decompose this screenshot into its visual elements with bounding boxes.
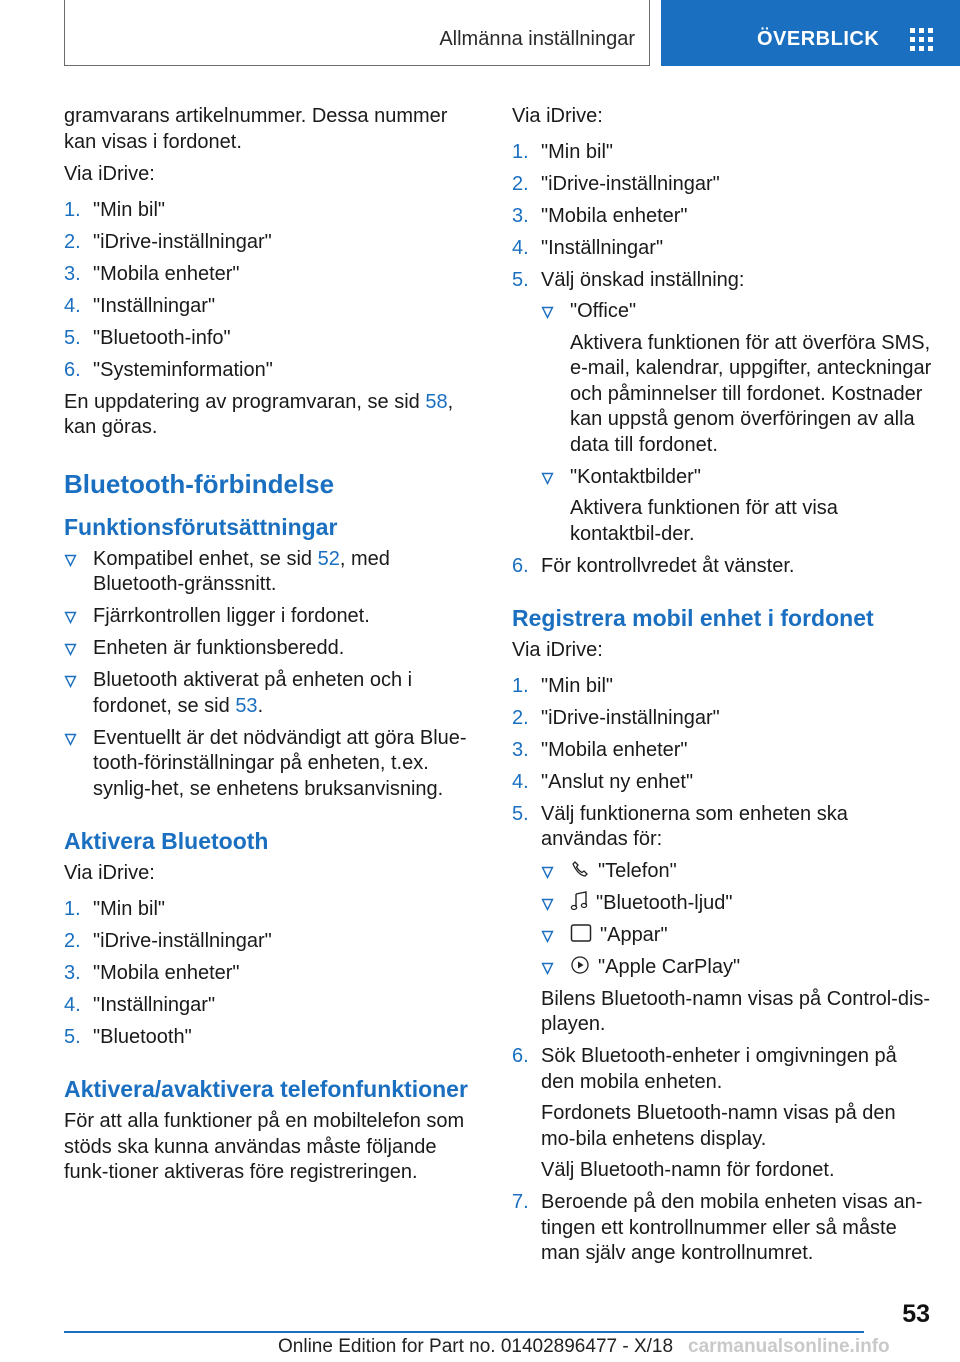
list-item: 6. "Systeminformation" [64, 358, 273, 381]
list-item: 3. "Mobila enheter" [64, 262, 240, 285]
triangle-bullet-icon [541, 930, 554, 943]
triangle-bullet-icon [64, 643, 77, 656]
list-item: 1. "Min bil" [512, 674, 613, 697]
grid-icon [910, 28, 933, 51]
list-item: 3. "Mobila enheter" [512, 204, 688, 227]
list-item: 7. Beroende på den mobila enheten visas an-tingen ett kontrollnummer eller så måste man själv ange kontrollnumret. [512, 1191, 923, 1264]
list-item: Bluetooth aktiverat på enheten och i fordonet, se sid 53. [64, 668, 484, 719]
watermark-text: carmanualsonline.info [688, 1336, 890, 1357]
list-item: 6. För kontrollvredet åt vänster. [512, 554, 795, 577]
bt-name-text: Bilens Bluetooth-namn visas på Control-dis-playen. [541, 987, 931, 1035]
list-item: 5. "Bluetooth" [64, 1025, 192, 1048]
left-column [64, 104, 484, 1193]
list-item: "Telefon" [541, 859, 932, 885]
phone-functions-text: För att alla funktioner på en mobiltelefon som stöds ska kunna användas måste följande funk-tioner aktiveras före registreringen. [64, 1110, 465, 1183]
intro-text: gramvarans artikelnummer. Dessa nummer kan visas i fordonet. [64, 105, 448, 153]
via-idrive-label: Via iDrive: [64, 862, 155, 884]
music-note-icon [570, 890, 588, 912]
phone-icon [570, 859, 590, 879]
edition-text: Online Edition for Part no. 01402896477 - X/18 [278, 1336, 674, 1357]
right-column [512, 104, 932, 1273]
office-description: Aktivera funktionen för att överföra SMS, e-mail, kalendrar, uppgifter, anteckningar och påminnelser till fordonet. Kostnader kan uppstå genom överföringen av alla data till fordonet. [570, 331, 932, 456]
list-item: 5. Välj önskad inställning: "Office" Aktivera funktionen för att överföra SMS, e-mail, kalendrar, uppgifter, anteckningar och påminnelser till fordonet. Kostnader kan uppstå genom överföringen av alla data till fordonet. "Kontaktbilder" Aktivera funktionen för att visa kontaktbil-der. [512, 268, 932, 548]
chapter-title: Allmänna inställningar [439, 28, 635, 50]
requirements-list [64, 547, 484, 803]
step6-paragraph-2: Välj Bluetooth-namn för fordonet. [541, 1159, 835, 1181]
overview-label: ÖVERBLICK [757, 28, 880, 50]
section-title-bluetooth: Bluetooth-förbindelse [64, 468, 335, 499]
list-item: "Kontaktbilder" Aktivera funktionen för att visa kontaktbil-der. [541, 465, 932, 548]
list-item: 3. "Mobila enheter" [64, 961, 240, 984]
overview-button[interactable] [661, 0, 960, 66]
list-item: Enheten är funktionsberedd. [64, 636, 484, 662]
settings-sublist [541, 299, 932, 547]
list-item: 2. "iDrive-inställningar" [64, 929, 272, 952]
list-item: 3. "Mobila enheter" [512, 738, 688, 761]
via-idrive-label: Via iDrive: [512, 639, 603, 661]
list-item: 2. "iDrive-inställningar" [512, 706, 720, 729]
functions-sublist [541, 859, 932, 981]
list-item: 4. "Anslut ny enhet" [512, 770, 694, 793]
list-item: 1. "Min bil" [64, 897, 165, 920]
page-number: 53 [902, 1300, 930, 1328]
update-text: En uppdatering av programvaran, se sid 58, kan göras. [64, 390, 454, 438]
triangle-bullet-icon [64, 611, 77, 624]
subtitle-phone-functions: Aktivera/avaktivera telefonfunktioner [64, 1076, 468, 1102]
list-item: 2. "iDrive-inställningar" [512, 172, 720, 195]
subtitle-activate-bluetooth: Aktivera Bluetooth [64, 828, 269, 854]
list-item: "Appar" [541, 923, 932, 949]
list-item: 1. "Min bil" [512, 140, 613, 163]
via-idrive-label: Via iDrive: [64, 163, 155, 185]
page-header [0, 0, 960, 66]
triangle-bullet-icon [541, 898, 554, 911]
apps-square-icon [570, 923, 592, 943]
steps-list-activate [64, 897, 484, 1051]
list-item: 4. "Inställningar" [64, 993, 216, 1016]
via-idrive-label: Via iDrive: [512, 105, 603, 127]
list-item: "Apple CarPlay" [541, 955, 932, 981]
list-item: 4. "Inställningar" [64, 294, 216, 317]
list-item: Eventuellt är det nödvändigt att göra Blue-tooth-förinställningar på enheten, t.ex. synlig-het, se enhetens bruksanvisning. [64, 726, 484, 803]
triangle-bullet-icon [541, 866, 554, 879]
list-item: "Bluetooth-ljud" [541, 891, 932, 917]
list-item: "Office" Aktivera funktionen för att överföra SMS, e-mail, kalendrar, uppgifter, anteckningar och påminnelser till fordonet. Kostnader kan uppstå genom överföringen av alla data till fordonet. [541, 299, 932, 458]
list-item: 1. "Min bil" [64, 198, 165, 221]
steps-list-info [64, 198, 484, 384]
steps-list-register [512, 674, 932, 1267]
triangle-bullet-icon [541, 962, 554, 975]
list-item: 6. Sök Bluetooth-enheter i omgivningen på den mobila enheten. Fordonets Bluetooth-namn visas på den mo-bila enhetens display. Välj Bluetooth-namn för fordonet. [512, 1044, 932, 1184]
subtitle-register-device: Registrera mobil enhet i fordonet [512, 605, 874, 631]
chapter-tab[interactable] [64, 0, 650, 66]
step6-paragraph-1: Fordonets Bluetooth-namn visas på den mo-bila enhetens display. [541, 1102, 896, 1150]
triangle-bullet-icon [64, 675, 77, 688]
list-item: 5. "Bluetooth-info" [64, 326, 231, 349]
list-item: 5. Välj funktionerna som enheten ska användas för: "Telefon" "Bluetooth-ljud" "Appar" "Apple CarPlay" Bilens Bluetooth-namn visas på Control-dis-playen. [512, 802, 932, 1038]
list-item: 4. "Inställningar" [512, 236, 664, 259]
page-link-53[interactable]: 53 [235, 694, 258, 717]
triangle-bullet-icon [64, 554, 77, 567]
footer-divider [64, 1331, 864, 1333]
triangle-bullet-icon [64, 733, 77, 746]
contacts-description: Aktivera funktionen för att visa kontaktbil-der. [570, 497, 838, 545]
subtitle-requirements: Funktionsförutsättningar [64, 513, 338, 540]
triangle-bullet-icon [541, 472, 554, 485]
page-link-58[interactable]: 58 [425, 390, 448, 413]
list-item: 2. "iDrive-inställningar" [64, 230, 272, 253]
page-link-52[interactable]: 52 [317, 547, 340, 570]
list-item: Fjärrkontrollen ligger i fordonet. [64, 604, 484, 630]
list-item: Kompatibel enhet, se sid 52, med Bluetooth-gränssnitt. [64, 547, 484, 598]
steps-list-settings [512, 140, 932, 580]
carplay-icon [570, 955, 590, 975]
triangle-bullet-icon [541, 306, 554, 319]
